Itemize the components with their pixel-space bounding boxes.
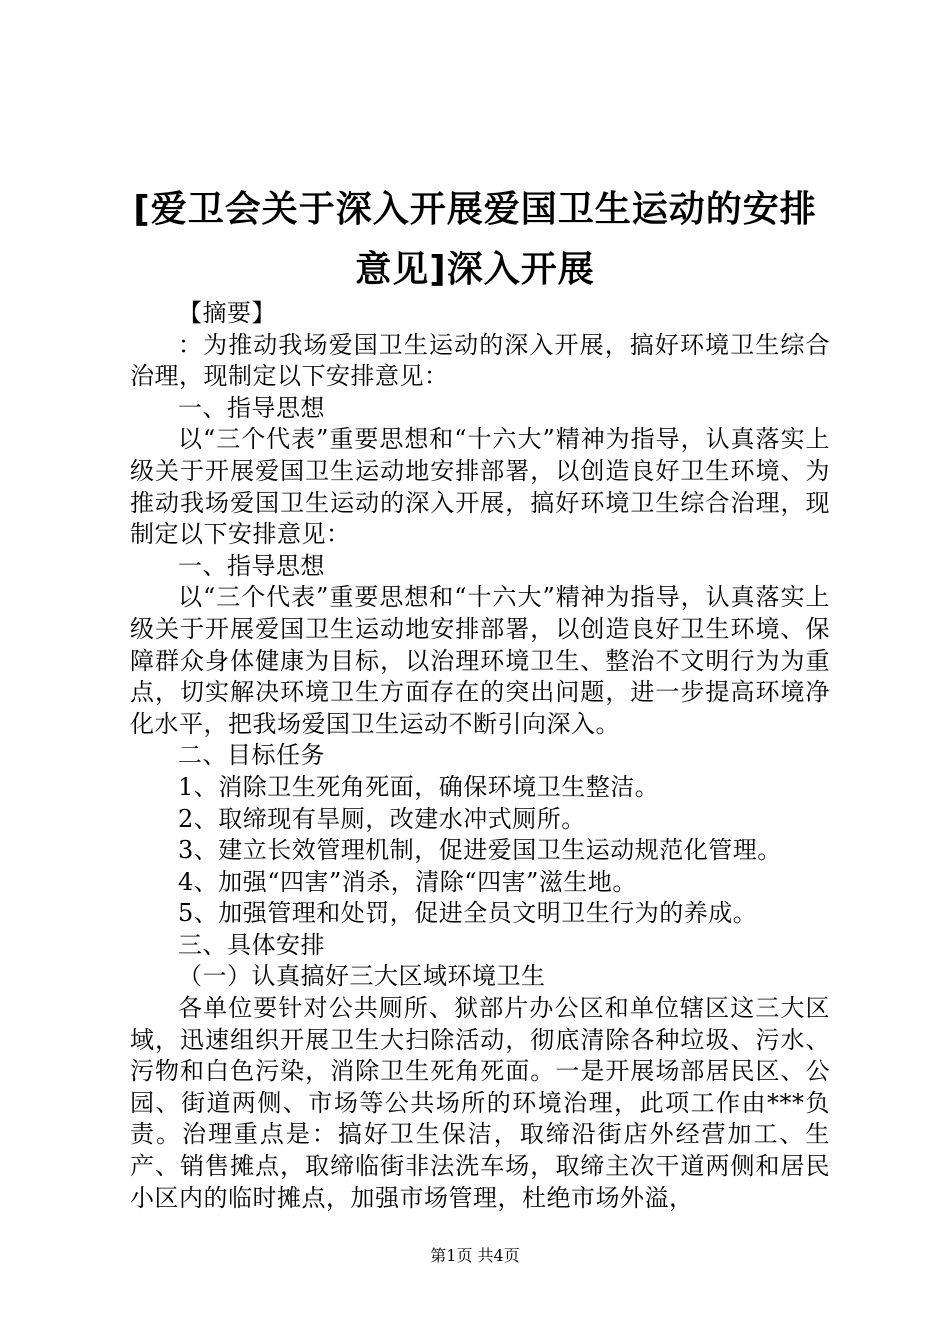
section-heading: 一、指导思想 [178,393,325,422]
list-item: 4、加强“四害”消杀，清除“四害”滋生地。 [178,867,637,896]
section-heading: 三、具体安排 [178,930,325,959]
list-item: 5、加强管理和处罚，促进全员文明卫生行为的养成。 [178,899,758,928]
list-item: 2、取缔现有旱厕，改建水冲式厕所。 [178,804,586,833]
section-heading: 二、目标任务 [178,741,325,770]
paragraph-abstract-label: 【摘要】 [178,299,276,327]
paragraph: 各单位要针对公共厕所、狱部片办公区和单位辖区这三大区域，迅速组织开展卫生大扫除活动，彻底清除各种垃圾、污水、污物和白色污染，消除卫生死角死面。一是开展场部居民区、公园、街道两侧、市场等公共场所的环境治理，此项工作由***负责。治理重点是：搞好卫生保洁，取缔沿街店外经营加工、生产、销售摊点，取缔临街非法洗车场，取缔主次干道两侧和居民小区内的临时摊点，加强市场管理，杜绝市场外溢， [130,994,830,1212]
page-footer: 第1页 共4页 [430,1246,520,1265]
document-body [130,298,830,1214]
subsection-heading: （一）认真搞好三大区域环境卫生 [178,962,546,991]
document-title: [爱卫会关于深入开展爱国卫生运动的安排意见]深入开展 [133,189,817,290]
paragraph: ：为推动我场爱国卫生运动的深入开展，搞好环境卫生综合治理，现制定以下安排意见： [130,330,830,391]
paragraph: 以“三个代表”重要思想和“十六大”精神为指导，认真落实上级关于开展爱国卫生运动地安排部署，以创造良好卫生环境、保障群众身体健康为目标，以治理环境卫生、整治不文明行为为重点，切实解决环境卫生方面存在的突出问题，进一步提高环境净化水平，把我场爱国卫生运动不断引向深入。 [130,583,830,738]
section-heading: 一、指导思想 [178,551,325,580]
list-item: 1、消除卫生死角死面，确保环境卫生整洁。 [178,772,660,801]
list-item: 3、建立长效管理机制，促进爱国卫生运动规范化管理。 [178,836,782,865]
paragraph: 以“三个代表”重要思想和“十六大”精神为指导，认真落实上级关于开展爱国卫生运动地安排部署，以创造良好卫生环境、为推动我场爱国卫生运动的深入开展，搞好环境卫生综合治理，现制定以下安排意见： [130,425,830,549]
